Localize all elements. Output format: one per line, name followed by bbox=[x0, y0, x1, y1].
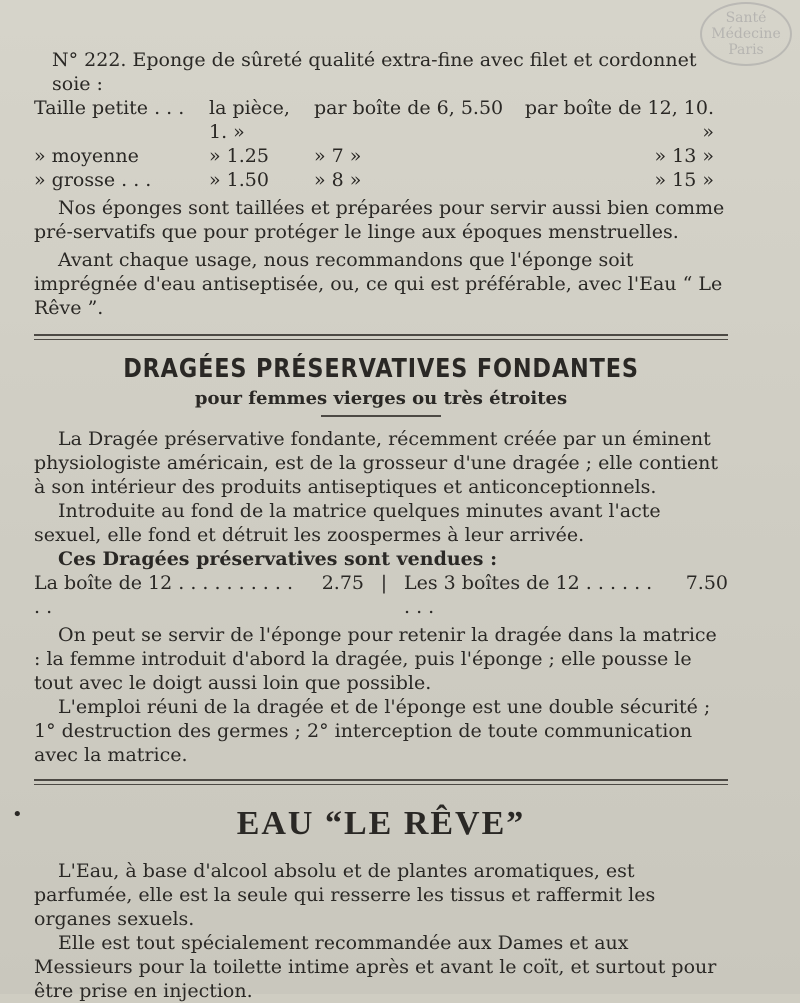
dragees-paragraph-2: Introduite au fond de la matrice quelques minutes avant l'acte sexuel, elle fond et détruit les zoospermes à leur arrivée. bbox=[34, 500, 661, 546]
sponge-paragraph-2: Avant chaque usage, nous recommandons que l'éponge soit imprégnée d'eau antiseptisée, ou, ce qui est préférable, avec l'Eau “ Le Rêve ”. bbox=[34, 249, 723, 319]
size-label: » moyenne bbox=[34, 145, 139, 167]
price-right-label: Les 3 boîtes de 12 . . . . . . . . . bbox=[404, 572, 653, 618]
stamp-line-3: Paris bbox=[728, 42, 764, 58]
eau-title: EAU “LE RÊVE” bbox=[236, 805, 526, 842]
box-12-price: » 15 » bbox=[654, 169, 714, 191]
page-content bbox=[34, 48, 728, 1003]
section-divider bbox=[34, 779, 728, 785]
section-divider bbox=[34, 334, 728, 340]
box-6-price: » 7 » bbox=[314, 145, 362, 167]
dragees-paragraph-1: La Dragée préservative fondante, récemment créée par un éminent physiologiste américain, est de la grosseur d'une dragée ; elle contient à son intérieur des produits antiseptiques et anticonceptionnels. bbox=[34, 428, 718, 498]
sponge-intro-line: N° 222. Eponge de sûreté qualité extra-fine avec filet et cordonnet soie : bbox=[52, 49, 697, 95]
size-label: Taille petite . . . bbox=[34, 97, 185, 119]
box-12-price: » 13 » bbox=[654, 145, 714, 167]
sponge-paragraph-1: Nos éponges sont taillées et préparées pour servir aussi bien comme pré-servatifs que pour protéger le linge aux époques menstruelles. bbox=[34, 197, 725, 243]
box-6-price: par boîte de 6, 5.50 bbox=[314, 97, 504, 119]
dragees-title: DRAGÉES PRÉSERVATIVES FONDANTES bbox=[123, 354, 639, 384]
dragees-paragraph-5: L'emploi réuni de la dragée et de l'éponge est une double sécurité ; 1° destruction des germes ; 2° interception de toute communication avec la matrice. bbox=[34, 696, 711, 766]
sponge-price-row bbox=[34, 144, 728, 168]
size-label: » grosse . . . bbox=[34, 169, 152, 191]
box-12-price: par boîte de 12, 10. » bbox=[524, 97, 714, 143]
box-6-price: » 8 » bbox=[314, 169, 362, 191]
piece-price: » 1.50 bbox=[209, 169, 269, 191]
stamp-line-1: Santé bbox=[725, 10, 767, 26]
title-underline bbox=[321, 415, 441, 417]
price-left-label: La boîte de 12 . . . . . . . . . . . . bbox=[34, 572, 293, 618]
eau-paragraph-1: L'Eau, à base d'alcool absolu et de plantes aromatiques, est parfumée, elle est la seule qui resserre les tissus et raffermit les organes sexuels. bbox=[34, 860, 656, 930]
piece-price: la pièce, 1. » bbox=[209, 97, 290, 143]
sponge-price-row bbox=[34, 168, 728, 192]
dragees-paragraph-3: Ces Dragées préservatives sont vendues : bbox=[58, 548, 498, 570]
price-separator: | bbox=[380, 572, 388, 594]
dragees-price-row bbox=[34, 571, 728, 619]
dragees-subtitle: pour femmes vierges ou très étroites bbox=[194, 388, 568, 409]
stamp-line-2: Médecine bbox=[711, 26, 781, 42]
price-left-value: 2.75 bbox=[321, 572, 364, 594]
eau-paragraph-2: Elle est tout spécialement recommandée aux Dames et aux Messieurs pour la toilette intime après et avant le coït, et surtout pour être prise en injection. bbox=[34, 932, 717, 1002]
dragees-paragraph-4: On peut se servir de l'éponge pour retenir la dragée dans la matrice : la femme introduit d'abord la dragée, puis l'éponge ; elle pousse le tout avec le doigt aussi loin que possible. bbox=[34, 624, 717, 694]
piece-price: » 1.25 bbox=[209, 145, 269, 167]
sponge-price-table bbox=[34, 96, 728, 192]
sponge-price-row bbox=[34, 96, 728, 144]
margin-dot: • bbox=[12, 804, 23, 825]
price-right-value: 7.50 bbox=[685, 572, 728, 594]
